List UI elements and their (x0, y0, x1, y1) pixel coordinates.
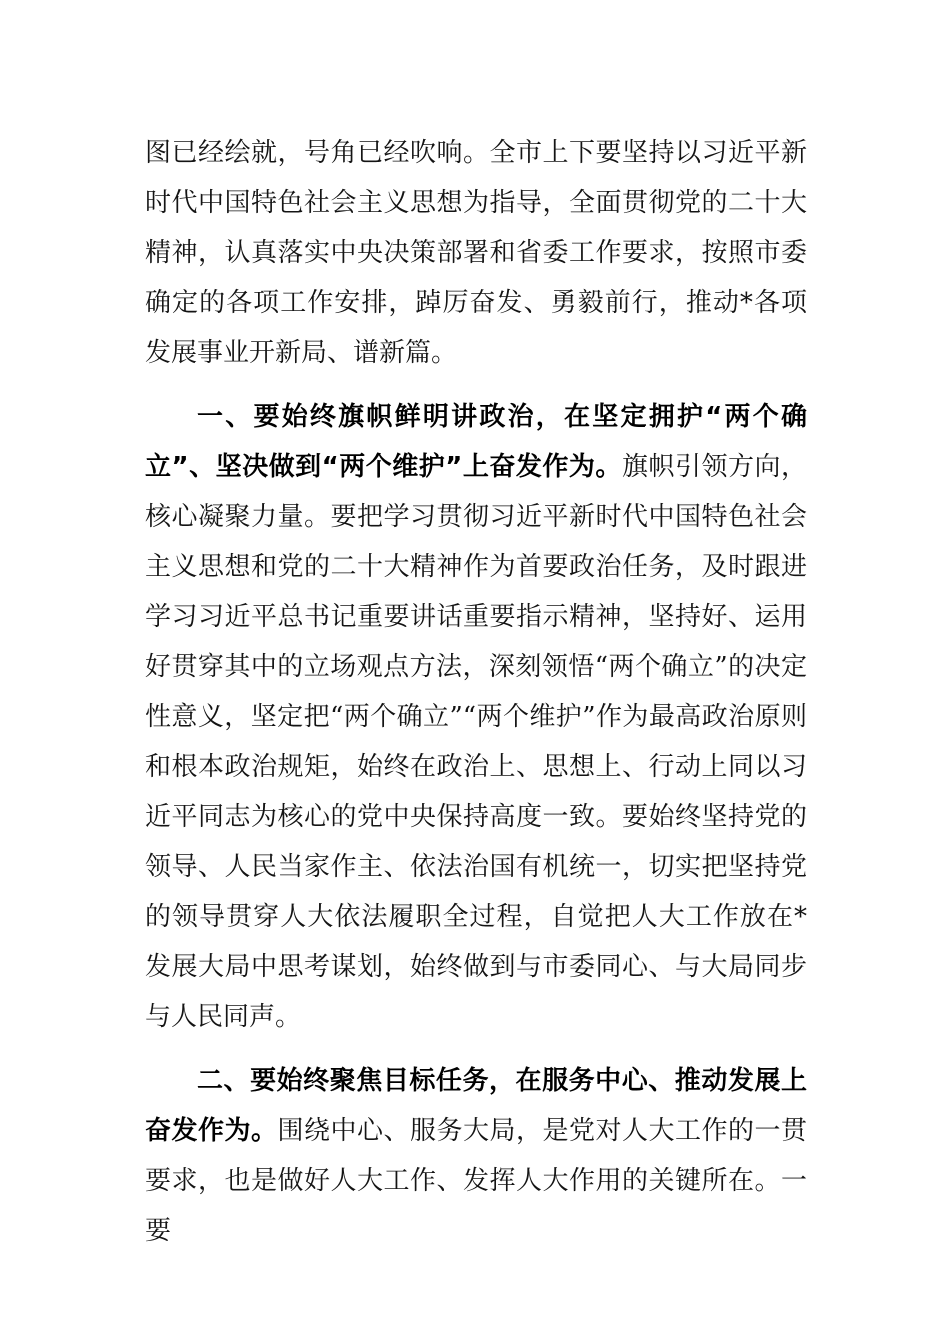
paragraph-body: 围绕中心、服务大局，是党对人大工作的一贯要求，也是做好人大工作、发挥人大作用的关键所在。一要 (145, 1116, 807, 1246)
paragraph-body: 图已经绘就，号角已经吹响。全市上下要坚持以习近平新时代中国特色社会主义思想为指导，全面贯彻党的二十大精神，认真落实中央决策部署和省委工作要求，按照市委确定的各项工作安排，踔厉奋发、勇毅前行，推动*各项发展事业开新局、谱新篇。 (145, 138, 807, 368)
document-body (145, 128, 807, 1256)
paragraph-section-two (145, 1056, 807, 1256)
paragraph-intro (145, 128, 807, 378)
paragraph-section-one (145, 392, 807, 1042)
section-heading: 一、要始终旗帜鲜明讲政治，在坚定拥护“两个确立”、坚决做到“两个维护”上奋发作为。 (145, 402, 807, 482)
paragraph-body: 旗帜引领方向，核心凝聚力量。要把学习贯彻习近平新时代中国特色社会主义思想和党的二十大精神作为首要政治任务，及时跟进学习习近平总书记重要讲话重要指示精神，坚持好、运用好贯穿其中的立场观点方法，深刻领悟“两个确立”的决定性意义，坚定把“两个确立”“两个维护”作为最高政治原则和根本政治规矩，始终在政治上、思想上、行动上同以习近平同志为核心的党中央保持高度一致。要始终坚持党的领导、人民当家作主、依法治国有机统一，切实把坚持党的领导贯穿人大依法履职全过程，自觉把人大工作放在*发展大局中思考谋划，始终做到与市委同心、与大局同步与人民同声。 (145, 452, 807, 1032)
section-heading: 二、要始终聚焦目标任务，在服务中心、推动发展上奋发作为。 (145, 1066, 807, 1146)
